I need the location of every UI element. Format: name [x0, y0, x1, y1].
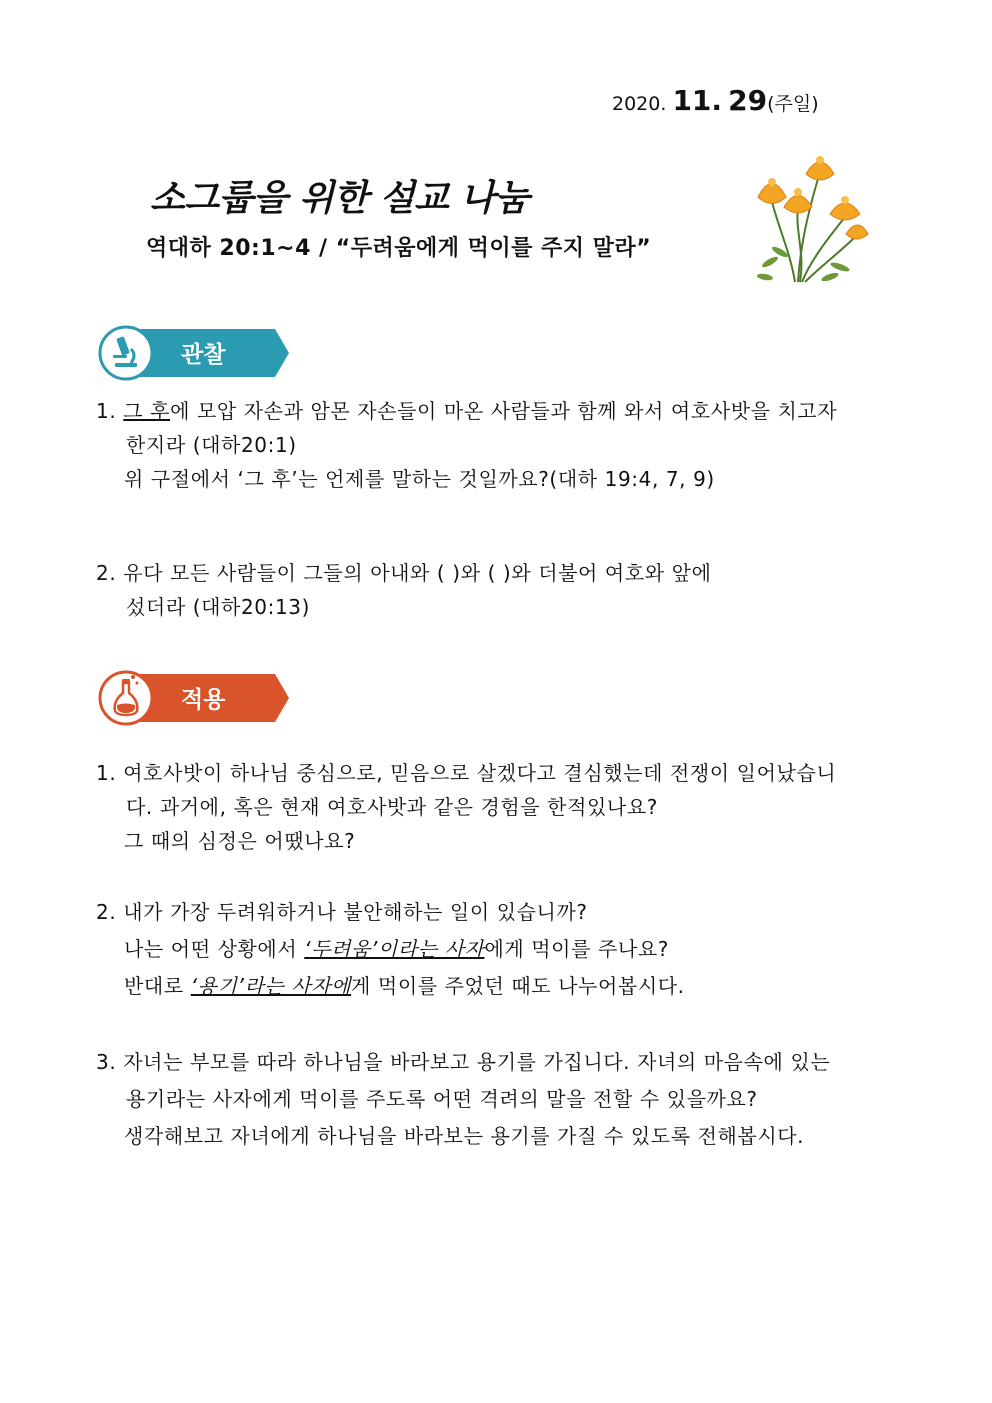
emphasized-phrase: ‘용기’라는 사자에: [190, 974, 352, 998]
question-text: 반대로: [124, 974, 191, 998]
question-text: 나는 어떤 상황에서: [124, 937, 305, 961]
question-text: 용기라는 사자에게 먹이를 주도록 어떤 격려의 말을 전할 수 있을까요?: [126, 1087, 758, 1111]
date-weekday: (주일): [767, 93, 819, 115]
page-title: 소그룹을 위한 설교 나눔: [150, 178, 529, 219]
observation-question-1: [96, 394, 837, 496]
application-question-3: [96, 1044, 830, 1155]
section-observation-header: [97, 325, 292, 381]
question-text: 그 때의 심정은 어땠나요?: [124, 829, 356, 853]
page-subtitle: 역대하 20:1~4 / “두려움에게 먹이를 주지 말라”: [146, 236, 652, 261]
question-number: 1.: [96, 761, 117, 785]
application-question-2: [96, 894, 685, 1005]
emphasized-phrase: ‘두려움’이라는 사자: [304, 937, 485, 961]
question-text: 다. 과거에, 혹은 현재 여호사밧과 같은 경험을 한적있나요?: [126, 795, 658, 819]
question-number: 3.: [96, 1050, 117, 1074]
question-text: 한지라 (대하20:1): [126, 433, 297, 457]
question-number: 2.: [96, 561, 117, 585]
date-day: 29: [728, 84, 768, 117]
underlined-phrase: 그 후: [123, 399, 171, 423]
question-text: 자녀는 부모를 따라 하나님을 바라보고 용기를 가집니다. 자녀의 마음속에 있는: [123, 1050, 831, 1074]
application-question-1: [96, 756, 836, 858]
question-text: 섰더라 (대하20:13): [126, 595, 310, 619]
question-text: 유다 모든 사람들이 그들의 아내와 ( )와 ( )와 더불어 여호와 앞에: [123, 561, 712, 585]
date: [612, 84, 819, 117]
question-text: 에 모압 자손과 암몬 자손들이 마온 사람들과 함께 와서 여호사밧을 치고자: [170, 399, 838, 423]
question-text: 에게 먹이를 주나요?: [484, 937, 669, 961]
question-number: 1.: [96, 399, 117, 423]
section-observation-label: 관찰: [181, 342, 226, 368]
section-application-header: [97, 669, 292, 725]
question-text: 위 구절에서 ‘그 후’는 언제를 말하는 것일까요?(대하 19:4, 7, 9): [124, 467, 715, 491]
question-text: 내가 가장 두려워하거나 불안해하는 일이 있습니까?: [123, 900, 588, 924]
question-text: 생각해보고 자녀에게 하나님을 바라보는 용기를 가질 수 있도록 전해봅시다.: [124, 1124, 805, 1148]
date-month: 11.: [672, 84, 723, 117]
observation-question-2: [96, 556, 712, 624]
flower-illustration: [750, 152, 870, 287]
question-text: 게 먹이를 주었던 때도 나누어봅시다.: [351, 974, 685, 998]
section-application-label: 적용: [181, 687, 226, 713]
question-number: 2.: [96, 900, 117, 924]
date-year: 2020.: [612, 93, 667, 115]
question-text: 여호사밧이 하나님 중심으로, 믿음으로 살겠다고 결심했는데 전쟁이 일어났습니: [123, 761, 837, 785]
